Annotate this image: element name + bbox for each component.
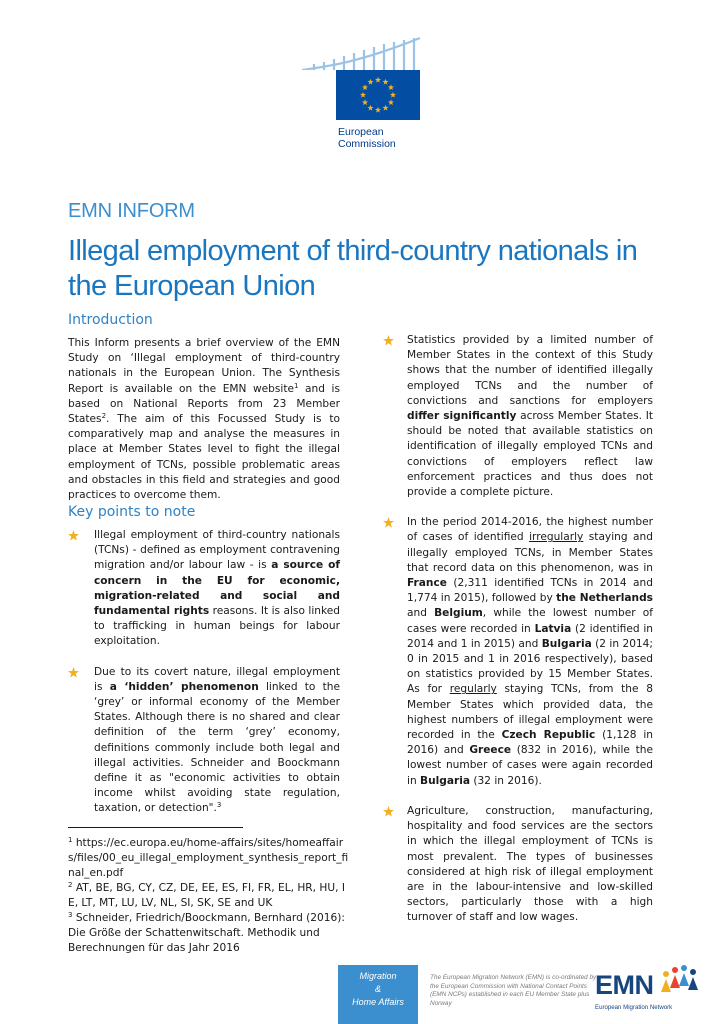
emn-logo-subtitle: European Migration Network <box>595 1004 673 1011</box>
eu-flag-star <box>388 84 394 90</box>
intro-text-2: and is based on National Reports from 23 Member States <box>68 382 340 426</box>
emn-people-icon <box>659 964 699 998</box>
list-item: Due to its covert nature, illegal employment is a ‘hidden’ phenomenon linked to the ‘grey’ or informal economy of the Member States. Although there is no shared and clear definition of the term ‘grey’ economy, definitions commonly include both legal and illegal activities. Schneider and Boockmann define it as "economic activities to obtain income whilst avoiding state regulation, taxation, or detection".$^3$ <box>94 665 340 817</box>
list-item: Illegal employment of third-country nationals (TCNs) - defined as employment contravening migration and/or labour law - is a source of concern in the EU for economic, migration-related and social and fundamental rights reasons. It is also linked to trafficking in human beings for labour exploitation. <box>94 528 340 650</box>
eu-flag-icon <box>336 70 420 120</box>
key-points-list <box>94 528 340 832</box>
footer-line-2: & <box>374 984 381 994</box>
star-bullet-icon <box>68 667 79 678</box>
footnote-1[interactable]: $^1$ https://ec.europa.eu/home-affairs/sites/homeaffairs/files/00_eu_illegal_employment_synthesis_report_final_en.pdf <box>68 836 349 879</box>
emn-footer-note: The European Migration Network (EMN) is co-ordinated by the European Commission with National Contact Points (EMN NCPs) established in each EU Member State plus Norway <box>430 974 597 1007</box>
key-points-heading: Key points to note <box>68 504 196 520</box>
ec-logo-text: European Commission <box>338 126 396 150</box>
eu-flag-star <box>382 79 388 85</box>
footer-line-3: Home Affairs <box>352 997 404 1007</box>
eu-flag-star <box>382 105 388 111</box>
footnote-divider <box>68 827 243 828</box>
right-column-list <box>407 333 653 941</box>
emn-logo-text: EMN <box>595 970 654 1000</box>
eu-flag-star <box>362 99 368 105</box>
eu-flag-star <box>367 105 373 111</box>
series-label: EMN INFORM <box>68 200 195 222</box>
eu-flag-star <box>375 77 381 83</box>
footnotes <box>68 836 350 956</box>
introduction-heading: Introduction <box>68 312 153 328</box>
introduction-paragraph <box>68 336 340 503</box>
star-bullet-icon <box>383 517 394 528</box>
intro-text-1: This Inform presents a brief overview of the EMN Study on ‘Illegal employment of third-country nationals in the European Union. The Synthesis Report is available on the EMN website <box>68 337 340 395</box>
star-bullet-icon <box>68 530 79 541</box>
footer-line-1: Migration <box>359 971 397 981</box>
footnote-3: $^3$ Schneider, Friedrich/Boockmann, Bernhard (2016): Die Größe der Schattenwitschaft. Methodik und Berechnungen für das Jahr 2016 <box>68 911 345 954</box>
intro-text-3: . The aim of this Focussed Study is to comparatively map and analyse the measures in place at Member States level to fight the illegal employment of TCNs, possible problematic areas and obstacles in this field and strategies and good practices to overcome them. <box>68 413 340 502</box>
migration-home-affairs-box <box>338 965 418 1024</box>
footnote-ref-2[interactable]: 2 <box>101 412 107 421</box>
document-title: Illegal employment of third-country nationals in the European Union <box>68 235 638 302</box>
eu-flag-star <box>375 107 381 113</box>
star-bullet-icon <box>383 335 394 346</box>
footnote-2: $^2$ AT, BE, BG, CY, CZ, DE, EE, ES, FI, FR, EL, HR, HU, IE, LT, MT, LU, LV, NL, SI, SK, SE and UK <box>68 881 345 909</box>
eu-flag-star <box>362 84 368 90</box>
list-item: Agriculture, construction, manufacturing, hospitality and food services are the sectors in which the illegal employment of TCNs is most prevalent. The types of businesses considered at high risk of illegal employment are in the labour-intensive and low-skilled sectors, particularly those with a high turnover of staff and low wages. <box>407 804 653 926</box>
list-item: In the period 2014-2016, the highest number of cases of identified irregularly staying and illegally employed TCNs, in Member States that record data on this phenomenon, was in France (2,311 identified TCNs in 2014 and 1,774 in 2015), followed by the Netherlands and Belgium, while the lowest number of cases were recorded in Latvia (2 identified in 2014 and 1 in 2015) and Bulgaria (2 in 2014; 0 in 2015 and 1 in 2016 respectively), based on statistics provided by 15 Member States. As for regularly staying TCNs, from the 8 Member States which provided data, the highest numbers of illegal employment were recorded in the Czech Republic (1,128 in 2016) and Greece (832 in 2016), while the lowest number of cases were again recorded in Bulgaria (32 in 2016). <box>407 515 653 789</box>
ec-building-icon <box>300 36 422 70</box>
eu-flag-star <box>388 99 394 105</box>
footnote-ref-1[interactable]: 1 <box>294 381 299 390</box>
eu-flag-star <box>367 79 373 85</box>
footnote-ref-3[interactable]: 3 <box>216 801 222 810</box>
star-bullet-icon <box>383 806 394 817</box>
eu-flag-star <box>390 92 396 98</box>
list-item: Statistics provided by a limited number of Member States in the context of this Study shows that the number of identified illegally employed TCNs and the number of convictions and sanctions for employers differ significantly across Member States. It should be noted that available statistics on identification of illegally employed TCNs and convictions of employers reflect law enforcement practices and thus does not provide a complete picture. <box>407 333 653 500</box>
emn-logo <box>595 964 699 1016</box>
eu-flag-star <box>360 92 366 98</box>
